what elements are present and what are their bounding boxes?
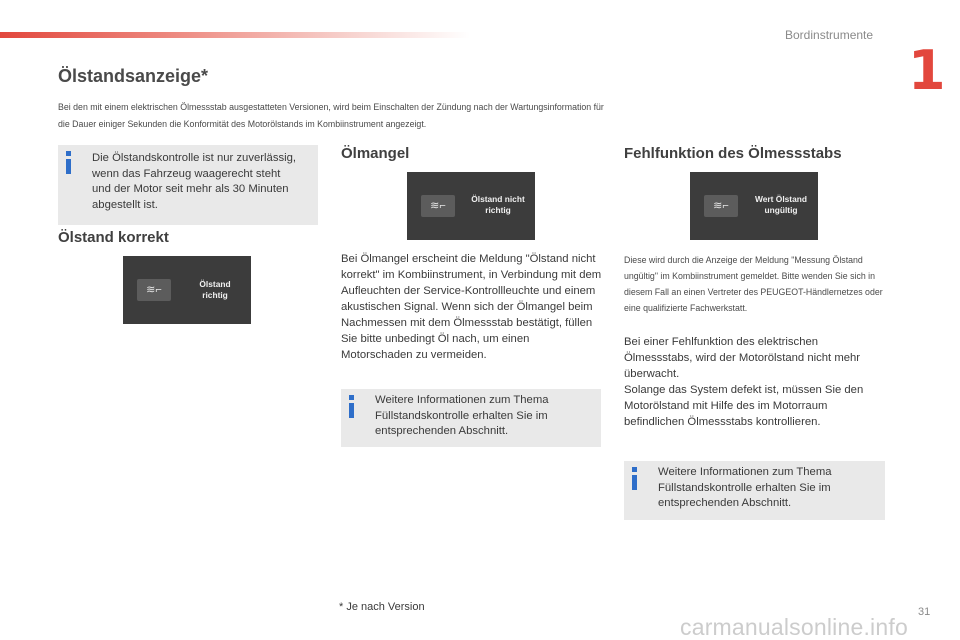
dashboard-display-ok [123,256,251,324]
section-label: Bordinstrumente [785,28,874,42]
oil-can-icon: ≋⌐ [421,195,455,217]
watermark: carmanualsonline.info [680,614,908,640]
page-title: Ölstandsanzeige* [58,66,209,86]
info-text: Weitere Informationen zum Thema Füllstandskontrolle erhalten Sie im entsprechenden Abschnitt. [658,466,832,509]
info-icon [63,151,75,177]
intro-paragraph: Bei den mit einem elektrischen Ölmessstab ausgestatteten Versionen, wird beim Einschalten der Zündung nach der Wartungsinformation für die Dauer einiger Sekunden die Konformität des Motorölstands im Kombiinstrument angezeigt. [58,102,604,129]
footnote: * Je nach Version [339,601,425,613]
oil-can-icon: ≋⌐ [137,279,171,301]
heading-oil-shortage: Ölmangel [341,145,410,162]
info-text: Weitere Informationen zum Thema Füllstandskontrolle erhalten Sie im entsprechenden Abschnitt. [375,394,549,437]
heading-dipstick-failure: Fehlfunktion des Ölmessstabs [624,145,842,162]
oil-can-icon: ≋⌐ [704,195,738,217]
info-icon [629,467,641,493]
dashboard-display-invalid [690,172,818,240]
heading-oil-level-ok: Ölstand korrekt [58,229,169,246]
display-message: Ölstand nicht richtig [471,194,525,215]
chapter-number: 1 [908,39,946,102]
display-message: Ölstand richtig [199,279,231,300]
header-accent-bar [0,32,470,38]
dashboard-display-shortage [407,172,535,240]
dipstick-failure-text-2: Solange das System defekt ist, müssen Sie den Motorölstand mit Hilfe des im Motorraum befindlichen Ölmessstabs kontrollieren. [624,384,864,428]
info-box-further-info [341,389,601,447]
dipstick-failure-note: Diese wird durch die Anzeige der Meldung "Messung Ölstand ungültig" im Kombiinstrument gemeldet. Bitte wenden Sie sich in diesem Fall an einen Vertreter des PEUGEOT-Händlernetzes oder eine qualifizierte Fachwerkstatt. [624,255,883,313]
info-text: Die Ölstandskontrolle ist nur zuverlässig, wenn das Fahrzeug waagerecht steht und der Motor seit mehr als 30 Minuten abgestellt ist. [92,152,297,211]
info-box-further-info [624,461,885,520]
info-icon [346,395,358,421]
dipstick-failure-text-1: Bei einer Fehlfunktion des elektrischen Ölmessstabs, wird der Motorölstand nicht mehr überwacht. [624,336,861,380]
oil-shortage-text: Bei Ölmangel erscheint die Meldung "Ölstand nicht korrekt" im Kombiinstrument, in Verbindung mit dem Aufleuchten der Service-Kontrollleuchte und einem akustischen Signal. Wenn sich der Ölmangel beim Nachmessen mit dem Ölmessstab bestätigt, füllen Sie bitte unbedingt Öl nach, um einen Motorschaden zu vermeiden. [341,253,602,361]
display-message: Wert Ölstand ungültig [755,194,807,215]
info-box-level-check [58,145,318,225]
page-number: 31 [918,606,931,618]
